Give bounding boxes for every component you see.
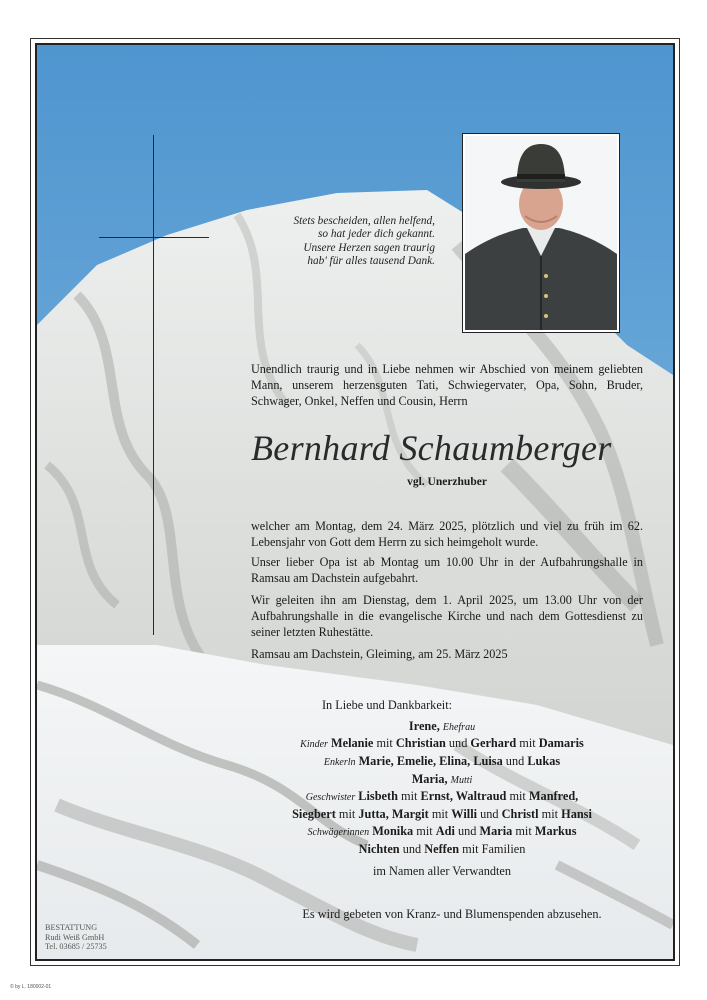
funeral-home-stamp: BESTATTUNG Rudi Weiß GmbH Tel. 03685 / 25735 (45, 923, 107, 951)
cross-horizontal-line (99, 237, 209, 238)
mourner-siblings-2: Siegbert mit Jutta, Margit mit Willi und Christl mit Hansi (292, 807, 592, 821)
portrait-image (465, 136, 617, 330)
memorial-verse: Stets bescheiden, allen helfend, so hat jeder dich gekannt. Unsere Herzen sagen traurig hab' für alles tausend Dank. (293, 215, 435, 268)
place-date: Ramsau am Dachstein, Gleiming, am 25. März 2025 (251, 647, 508, 661)
mourner-children: Kinder Melanie mit Christian und Gerhard mit Damaris (300, 736, 584, 750)
parte-card (35, 43, 675, 961)
mourner-inlaws: Schwägerinnen Monika mit Adi und Maria mit Markus (307, 824, 577, 838)
mourner-wife: Irene, Ehefrau (408, 719, 476, 733)
funeral-text: Wir geleiten ihn am Dienstag, dem 1. April 2025, um 13.00 Uhr von der Aufbahrungshalle in die evangelische Kirche und nach dem Gottesdienst zu seiner letzten Ruhestätte. (251, 593, 643, 639)
mourner-mother: Maria, Mutti (411, 772, 473, 786)
deceased-name: Bernhard Schaumberger (251, 428, 612, 468)
mourners-header: In Liebe und Dankbarkeit: (321, 698, 453, 712)
viewing-text: Unser lieber Opa ist ab Montag um 10.00 Uhr in der Aufbahrungshalle in Ramsau am Dachstein aufgebahrt. (251, 555, 643, 585)
mourner-siblings-1: Geschwister Lisbeth mit Ernst, Waltraud mit Manfred, (305, 789, 579, 803)
portrait-photo (462, 133, 620, 333)
cross-vertical-line (153, 135, 154, 635)
deceased-nickname: vgl. Unerzhuber (407, 476, 487, 488)
closing-request: Es wird gebeten von Kranz- und Blumenspenden abzusehen. (302, 907, 602, 921)
footer-code: © by L. 180002-01 (10, 984, 52, 990)
mourner-relatives: im Namen aller Verwandten (372, 864, 512, 878)
mourner-grandchildren: Enkerln Marie, Emelie, Elina, Luisa und Lukas (323, 754, 561, 768)
death-notice-text: welcher am Montag, dem 24. März 2025, plötzlich und viel zu früh im 62. Lebensjahr von Gott dem Herrn zu sich heimgeholt wurde. (251, 519, 643, 549)
intro-text: Unendlich traurig und in Liebe nehmen wir Abschied von meinem geliebten Mann, unserem herzensguten Tati, Schwiegervater, Opa, Sohn, Bruder, Schwager, Onkel, Neffen und Cousin, Herrn (251, 362, 643, 408)
mourner-nieces-nephews: Nichten und Neffen mit Familien (358, 842, 526, 856)
